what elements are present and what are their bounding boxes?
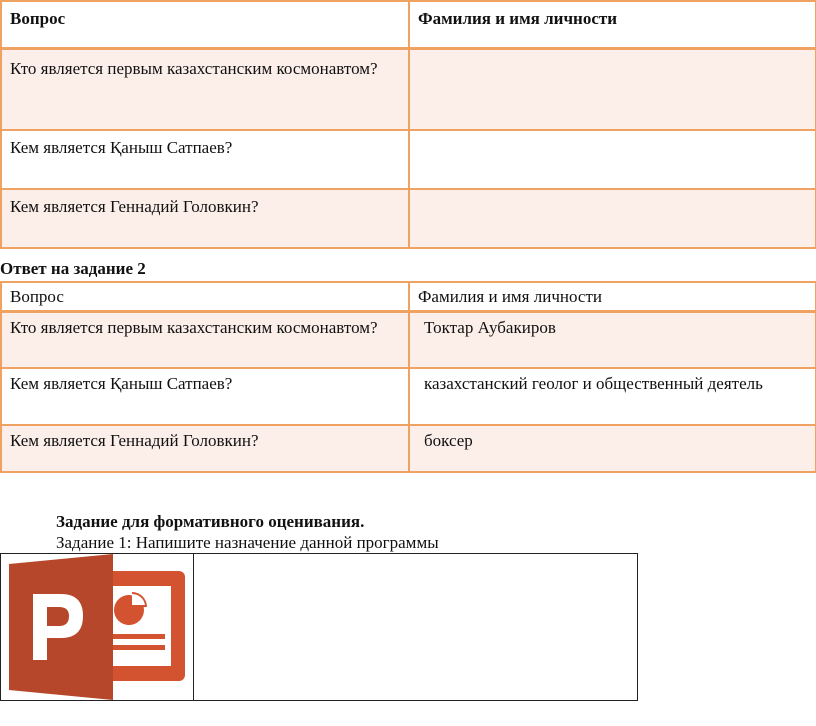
question-cell: Кем является Геннадий Головкин? [1, 425, 409, 472]
question-cell: Кем является Геннадий Головкин? [1, 189, 409, 248]
table-row [1, 554, 638, 701]
task-1-text: Задание 1: Напишите назначение данной программы [56, 533, 439, 552]
answer-table-2 [0, 281, 816, 473]
header-person-name: Фамилия и имя личности [409, 282, 816, 312]
question-cell: Кем является Қаныш Сатпаев? [1, 130, 409, 189]
formative-task-title: Задание для формативного оценивания. [56, 512, 365, 531]
header-person-name: Фамилия и имя личности [409, 1, 816, 49]
table-row [1, 130, 816, 189]
powerpoint-logo-icon [1, 554, 187, 700]
table-row [1, 189, 816, 248]
answer-cell: боксер [409, 425, 816, 472]
answer-cell[interactable] [409, 130, 816, 189]
table-row [1, 312, 816, 369]
answer-title: Ответ на задание 2 [0, 259, 146, 278]
logo-cell [1, 554, 194, 701]
purpose-answer-cell[interactable] [194, 554, 638, 701]
table-row [1, 425, 816, 472]
question-cell: Кем является Қаныш Сатпаев? [1, 368, 409, 425]
header-question: Вопрос [1, 1, 409, 49]
question-table-1 [0, 0, 816, 249]
question-cell: Кто является первым казахстанским космонавтом? [1, 49, 409, 131]
header-question: Вопрос [1, 282, 409, 312]
answer-cell[interactable] [409, 189, 816, 248]
table-row [1, 49, 816, 131]
table-header-row [1, 282, 816, 312]
answer-cell: казахстанский геолог и общественный деятель [409, 368, 816, 425]
table-header-row [1, 1, 816, 49]
table-row [1, 368, 816, 425]
question-cell: Кто является первым казахстанским космонавтом? [1, 312, 409, 369]
program-purpose-table [0, 553, 638, 701]
answer-cell[interactable] [409, 49, 816, 131]
answer-cell: Токтар Аубакиров [409, 312, 816, 369]
